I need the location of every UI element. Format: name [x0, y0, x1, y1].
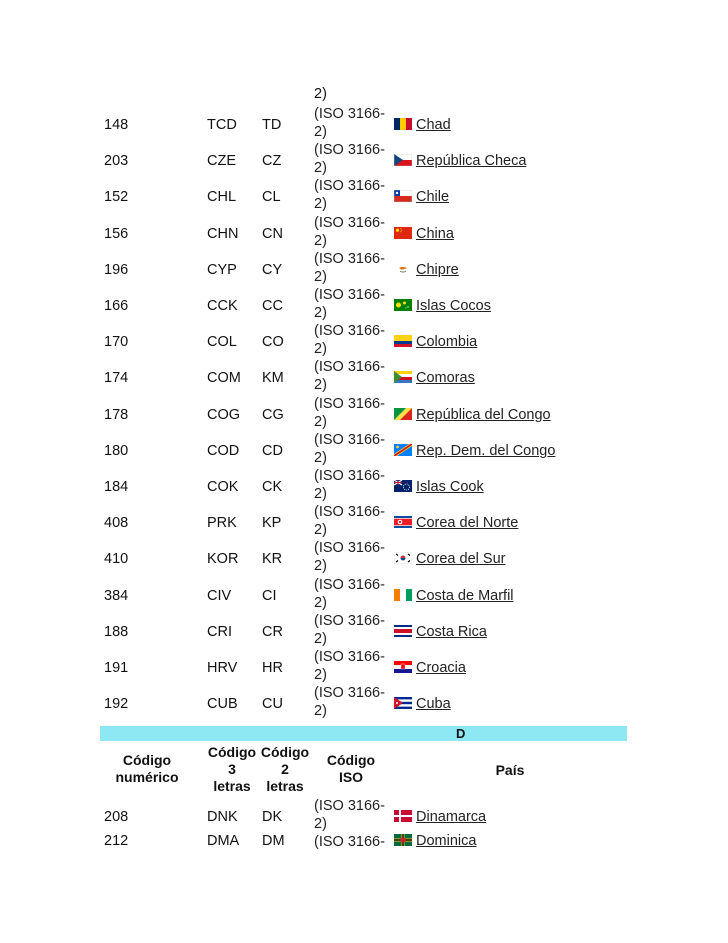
numeric-code: 208	[104, 809, 129, 825]
numeric-code: 184	[104, 479, 129, 495]
alpha3-code: CHL	[207, 189, 237, 206]
iso-code-link[interactable]	[314, 576, 385, 612]
alpha3-code: COG	[207, 406, 241, 423]
country-cell	[394, 809, 486, 826]
iso-fragment: 2)	[314, 86, 327, 102]
iso-code-line1: (ISO 3166-	[314, 834, 385, 850]
alpha2-code: CO	[262, 334, 284, 351]
iso-code-line1: (ISO 3166-	[314, 540, 385, 557]
alpha3-code: CIV	[207, 587, 232, 604]
iso-code-line1: (ISO 3166-	[314, 576, 385, 593]
iso-code-link[interactable]	[314, 467, 385, 503]
alpha3-code: CHN	[207, 225, 239, 242]
iso-code-link[interactable]	[314, 177, 385, 213]
iso-code-line2: 2)	[314, 703, 327, 720]
country-cell	[394, 370, 475, 387]
numeric-code: 178	[104, 406, 129, 423]
cocos-flag-icon	[394, 299, 412, 311]
section-letter: D	[456, 726, 466, 741]
iso-code-link[interactable]	[314, 358, 385, 394]
iso-code-line2: 2)	[314, 196, 327, 213]
iso-code-line2: 2)	[314, 594, 327, 611]
alpha2-code: KM	[262, 370, 284, 387]
country-cell	[394, 334, 477, 351]
section-header-d	[100, 726, 627, 741]
numeric-code: 192	[104, 696, 129, 713]
alpha3-code: TCD	[207, 117, 237, 133]
header-alpha3-line2: 3	[228, 761, 236, 777]
country-link[interactable]: Croacia	[416, 660, 466, 676]
alpha2-code: TD	[262, 117, 282, 133]
country-cell	[394, 298, 491, 315]
iso-code-link[interactable]	[314, 648, 385, 684]
alpha2-code: CK	[262, 479, 283, 495]
comoros-flag-icon	[394, 371, 412, 383]
iso-code-line2: 2)	[314, 486, 327, 502]
numeric-code: 408	[104, 515, 129, 532]
alpha2-code: CY	[262, 261, 283, 278]
numeric-code: 191	[104, 660, 129, 676]
alpha2-code: DM	[262, 833, 285, 849]
iso-code-line1: (ISO 3166-	[314, 431, 385, 448]
alpha3-code: KOR	[207, 551, 239, 568]
iso-code-link[interactable]	[314, 250, 385, 286]
country-cell	[394, 153, 526, 170]
country-link[interactable]: Costa de Marfil	[416, 587, 514, 604]
country-cell	[394, 479, 484, 496]
iso-code-line1: (ISO 3166-	[314, 649, 385, 665]
numeric-code: 188	[104, 623, 129, 640]
country-link[interactable]: Dominica	[416, 833, 477, 849]
iso-code-line1: (ISO 3166-	[314, 323, 385, 340]
alpha2-code: CL	[262, 189, 281, 206]
cook-flag-icon	[394, 480, 412, 492]
iso-code-line2: 2)	[314, 558, 327, 575]
alpha2-code: KR	[262, 551, 283, 568]
header-alpha2-line2: 2	[281, 761, 289, 777]
denmark-flag-icon	[394, 810, 412, 822]
drc-flag-icon	[394, 444, 412, 456]
header-iso	[320, 752, 382, 786]
numeric-code: 410	[104, 551, 129, 568]
country-link[interactable]: China	[416, 225, 454, 242]
colombia-flag-icon	[394, 335, 412, 347]
numeric-code: 174	[104, 370, 129, 387]
header-alpha2-line3: letras	[266, 778, 304, 794]
alpha2-code: CR	[262, 623, 283, 640]
header-alpha2	[258, 744, 312, 795]
ivory-coast-flag-icon	[394, 589, 412, 601]
alpha2-code: CD	[262, 442, 283, 459]
iso-code-line1: (ISO 3166-	[314, 504, 385, 521]
numeric-code: 148	[104, 117, 129, 133]
iso-code-link[interactable]	[314, 833, 385, 851]
alpha3-code: CYP	[207, 261, 237, 278]
alpha3-code: CZE	[207, 153, 236, 170]
country-link[interactable]: Colombia	[416, 334, 478, 351]
numeric-code: 170	[104, 334, 129, 351]
alpha2-code: CI	[262, 587, 277, 604]
country-link[interactable]: Islas Cocos	[416, 298, 491, 314]
alpha3-code: DMA	[207, 833, 240, 849]
dominica-flag-icon	[394, 834, 412, 846]
country-cell	[394, 696, 451, 713]
country-cell	[394, 515, 518, 532]
numeric-code: 196	[104, 261, 129, 278]
iso-code-line1: (ISO 3166-	[314, 142, 385, 159]
header-numeric	[112, 752, 182, 786]
iso-code-line2: 2)	[314, 232, 327, 249]
iso-code-link[interactable]	[314, 141, 385, 177]
country-link[interactable]: Rep. Dem. del Congo	[416, 442, 556, 459]
alpha3-code: CRI	[207, 623, 232, 640]
country-cell	[394, 551, 505, 568]
alpha2-code: CU	[262, 696, 283, 713]
country-cell	[394, 189, 449, 206]
alpha3-code: HRV	[207, 660, 238, 676]
country-link[interactable]: Islas Cook	[416, 479, 484, 495]
numeric-code: 203	[104, 153, 129, 170]
alpha3-code: CCK	[207, 298, 238, 314]
iso-code-link[interactable]	[314, 105, 385, 141]
numeric-code: 384	[104, 587, 129, 604]
header-alpha3-line1: Código	[207, 744, 257, 760]
iso-code-line1: (ISO 3166-	[314, 798, 385, 814]
country-link[interactable]: Dinamarca	[416, 809, 487, 825]
header-alpha3	[205, 744, 259, 795]
iso-code-link[interactable]	[314, 286, 385, 322]
alpha2-code: CZ	[262, 153, 282, 170]
country-link[interactable]: Corea del Sur	[416, 551, 506, 568]
header-numeric-line2: numérico	[115, 769, 179, 785]
alpha3-code: CUB	[207, 696, 238, 713]
iso-code-line2: 2)	[314, 377, 327, 394]
numeric-code: 156	[104, 225, 129, 242]
iso-code-link[interactable]	[314, 797, 385, 833]
china-flag-icon	[394, 227, 412, 239]
croatia-flag-icon	[394, 661, 412, 673]
header-iso-line1: Código	[326, 752, 376, 768]
alpha2-code: CC	[262, 298, 283, 314]
iso-code-line2: 2)	[314, 124, 327, 140]
iso-code-link[interactable]	[314, 431, 385, 467]
iso-code-line1: (ISO 3166-	[314, 395, 385, 412]
iso-code-line1: (ISO 3166-	[314, 178, 385, 195]
alpha3-code: DNK	[207, 809, 238, 825]
country-cell	[394, 443, 555, 460]
numeric-code: 166	[104, 298, 129, 314]
costa-rica-flag-icon	[394, 625, 412, 637]
country-link[interactable]: Chad	[416, 117, 451, 133]
cyprus-flag-icon	[394, 263, 412, 275]
header-alpha2-line1: Código	[260, 744, 310, 760]
iso-code-line1: (ISO 3166-	[314, 287, 385, 303]
alpha3-code: COD	[207, 442, 240, 459]
iso-code-link[interactable]	[314, 539, 385, 575]
iso-code-line2: 2)	[314, 522, 327, 539]
country-link[interactable]: Cuba	[416, 696, 451, 713]
country-cell	[394, 833, 476, 850]
iso-code-line2: 2)	[314, 816, 327, 832]
country-link[interactable]: República del Congo	[416, 406, 551, 423]
iso-code-line2: 2)	[314, 630, 327, 647]
iso-code-link[interactable]	[314, 503, 385, 539]
country-link[interactable]: Costa Rica	[416, 623, 487, 640]
iso-code-line1: (ISO 3166-	[314, 106, 385, 122]
country-link[interactable]: Chile	[416, 189, 450, 206]
country-link[interactable]: Chipre	[416, 261, 459, 278]
country-link[interactable]: Corea del Norte	[416, 515, 519, 532]
iso-code-link[interactable]	[314, 214, 385, 250]
iso-code-line2: 2)	[314, 341, 327, 358]
numeric-code: 180	[104, 442, 129, 459]
alpha2-code: CG	[262, 406, 284, 423]
country-cell	[394, 660, 466, 677]
iso-code-line1: (ISO 3166-	[314, 214, 385, 231]
alpha3-code: PRK	[207, 515, 237, 532]
country-cell	[394, 262, 459, 279]
header-country: País	[495, 762, 525, 778]
alpha2-code: HR	[262, 660, 283, 676]
iso-code-link[interactable]	[314, 684, 385, 720]
country-cell	[394, 624, 487, 641]
country-cell	[394, 588, 514, 605]
chad-flag-icon	[394, 118, 412, 130]
chile-flag-icon	[394, 190, 412, 202]
north-korea-flag-icon	[394, 516, 412, 528]
numeric-code: 152	[104, 189, 129, 206]
alpha2-code: DK	[262, 809, 283, 825]
alpha3-code: COK	[207, 479, 239, 495]
czech-flag-icon	[394, 154, 412, 166]
country-link[interactable]: Comoras	[416, 370, 475, 387]
iso-code-line1: (ISO 3166-	[314, 250, 385, 267]
iso-code-line2: 2)	[314, 268, 327, 285]
cuba-flag-icon	[394, 697, 412, 709]
alpha2-code: CN	[262, 225, 283, 242]
header-numeric-line1: Código	[122, 752, 172, 768]
iso-code-line1: (ISO 3166-	[314, 612, 385, 629]
country-cell	[394, 407, 551, 424]
country-cell	[394, 226, 454, 243]
south-korea-flag-icon	[394, 552, 412, 564]
iso-code-line2: 2)	[314, 449, 327, 466]
iso-code-link[interactable]	[314, 322, 385, 358]
alpha2-code: KP	[262, 515, 282, 532]
country-link[interactable]: República Checa	[416, 153, 527, 170]
numeric-code: 212	[104, 833, 129, 849]
header-alpha3-line3: letras	[213, 778, 251, 794]
alpha3-code: COM	[207, 370, 241, 387]
congo-flag-icon	[394, 408, 412, 420]
iso-code-line2: 2)	[314, 667, 327, 683]
alpha3-code: COL	[207, 334, 237, 351]
iso-code-line2: 2)	[314, 413, 327, 430]
iso-code-line2: 2)	[314, 160, 327, 177]
iso-code-line2: 2)	[314, 305, 327, 321]
header-iso-line2: ISO	[338, 769, 364, 785]
iso-code-line1: (ISO 3166-	[314, 468, 385, 484]
iso-code-line1: (ISO 3166-	[314, 359, 385, 376]
country-cell	[394, 117, 451, 134]
iso-code-link[interactable]	[314, 612, 385, 648]
iso-code-link[interactable]	[314, 395, 385, 431]
iso-code-line1: (ISO 3166-	[314, 685, 385, 702]
